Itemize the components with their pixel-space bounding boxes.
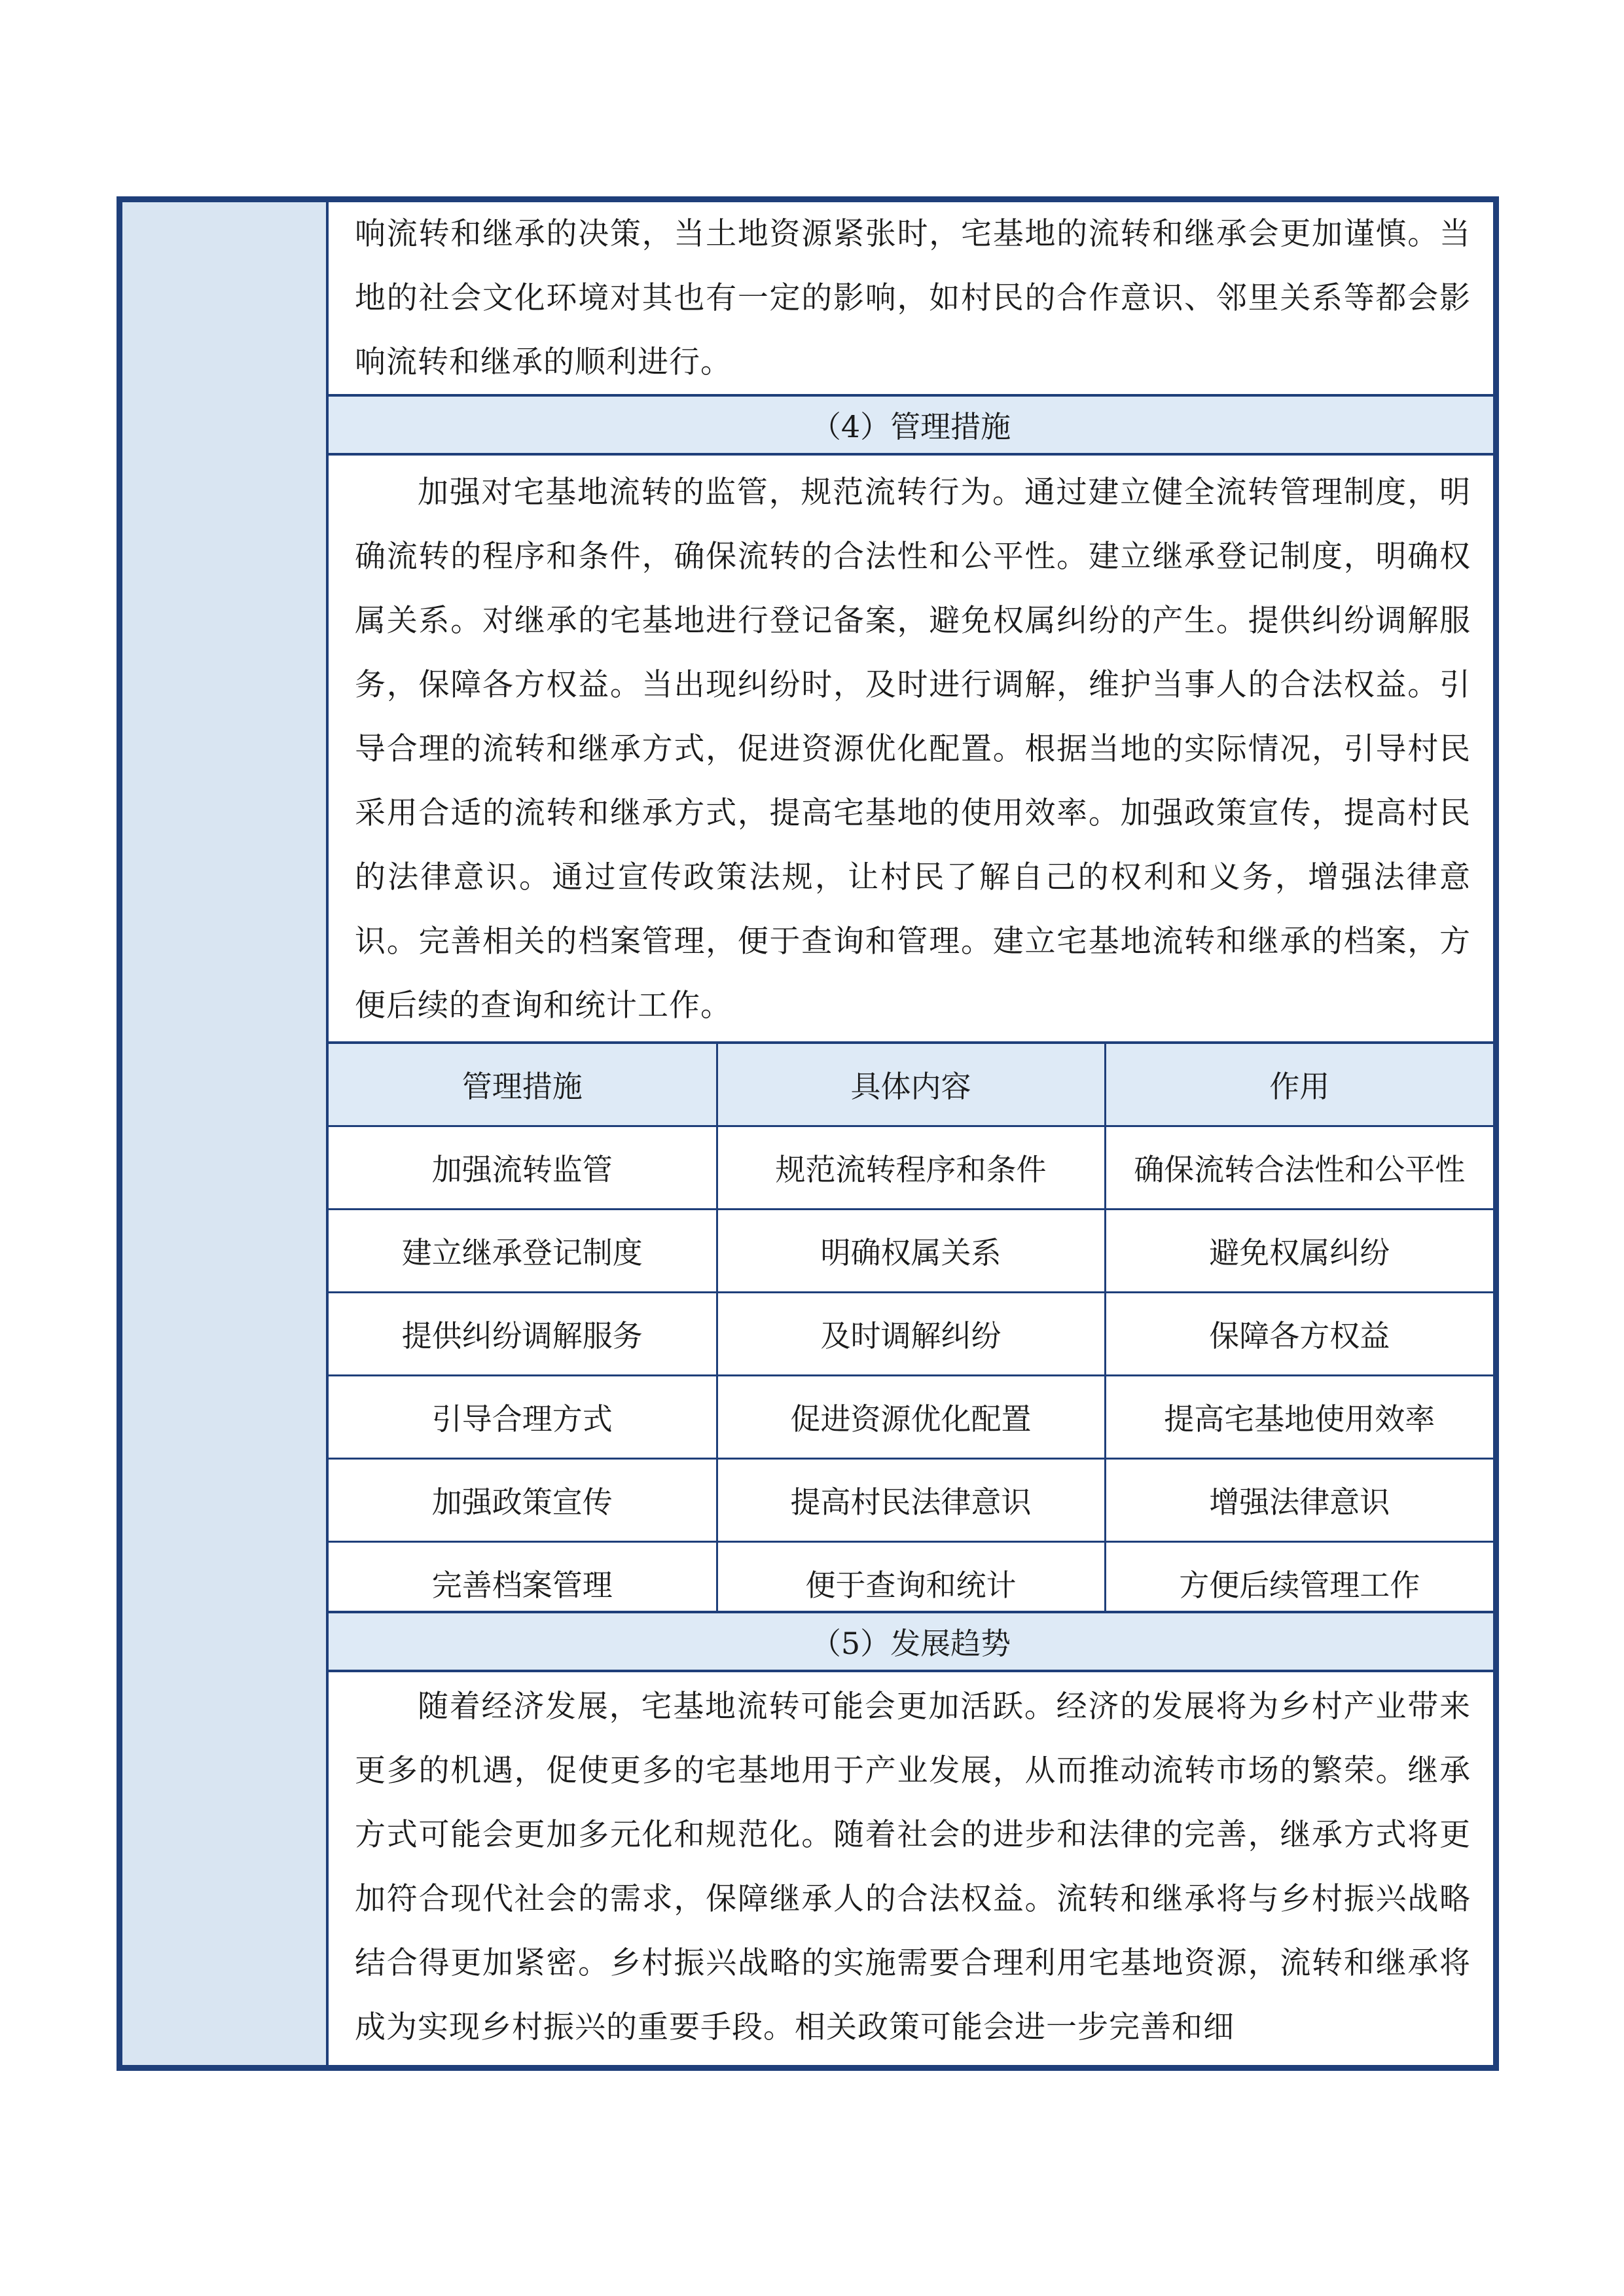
document-frame (117, 196, 1499, 2071)
section-4-heading: （4）管理措施 (329, 394, 1493, 456)
table-row (329, 1293, 1493, 1376)
table-cell: 明确权属关系 (717, 1210, 1105, 1293)
table-row (329, 1126, 1493, 1210)
section-5-paragraph: 随着经济发展，宅基地流转可能会更加活跃。经济的发展将为乡村产业带来更多的机遇，促使更多的宅基地用于产业发展，从而推动流转市场的繁荣。继承方式可能会更加多元化和规范化。随着社会的进步和法律的完善，继承方式将更加符合现代社会的需求，保障继承人的合法权益。流转和继承将与乡村振兴战略结合得更加紧密。乡村振兴战略的实施需要合理利用宅基地资源，流转和继承将成为实现乡村振兴的重要手段。相关政策可能会进一步完善和细 (355, 1689, 1471, 2045)
table-row (329, 1376, 1493, 1459)
table-cell: 加强政策宣传 (329, 1459, 717, 1542)
table-row (329, 1459, 1493, 1542)
table-header-cell: 管理措施 (329, 1043, 717, 1126)
table-cell: 及时调解纠纷 (717, 1293, 1105, 1376)
table-cell: 提高宅基地使用效率 (1105, 1376, 1493, 1459)
table-header-cell: 作用 (1105, 1043, 1493, 1126)
table-cell: 增强法律意识 (1105, 1459, 1493, 1542)
left-label-column (122, 202, 329, 2065)
continuation-paragraph: 响流转和继承的决策，当土地资源紧张时，宅基地的流转和继承会更加谨慎。当地的社会文化环境对其也有一定的影响，如村民的合作意识、邻里关系等都会影响流转和继承的顺利进行。 (355, 216, 1471, 380)
table-cell: 完善档案管理 (329, 1542, 717, 1625)
management-measures-table (329, 1041, 1493, 1626)
table-cell: 规范流转程序和条件 (717, 1126, 1105, 1210)
section-4-paragraph: 加强对宅基地流转的监管，规范流转行为。通过建立健全流转管理制度，明确流转的程序和条件，确保流转的合法性和公平性。建立继承登记制度，明确权属关系。对继承的宅基地进行登记备案，避免权属纠纷的产生。提供纠纷调解服务，保障各方权益。当出现纠纷时，及时进行调解，维护当事人的合法权益。引导合理的流转和继承方式，促进资源优化配置。根据当地的实际情况，引导村民采用合适的流转和继承方式，提高宅基地的使用效率。加强政策宣传，提高村民的法律意识。通过宣传政策法规，让村民了解自己的权利和义务，增强法律意识。完善相关的档案管理，便于查询和管理。建立宅基地流转和继承的档案，方便后续的查询和统计工作。 (355, 475, 1471, 1024)
table-cell: 保障各方权益 (1105, 1293, 1493, 1376)
table-cell: 建立继承登记制度 (329, 1210, 717, 1293)
table-header-row (329, 1043, 1493, 1126)
table-cell: 提供纠纷调解服务 (329, 1293, 717, 1376)
table-cell: 引导合理方式 (329, 1376, 717, 1459)
table-cell: 确保流转合法性和公平性 (1105, 1126, 1493, 1210)
table-row (329, 1210, 1493, 1293)
table-cell: 促进资源优化配置 (717, 1376, 1105, 1459)
table-cell: 方便后续管理工作 (1105, 1542, 1493, 1625)
table-header-cell: 具体内容 (717, 1043, 1105, 1126)
table-cell: 便于查询和统计 (717, 1542, 1105, 1625)
table-cell: 避免权属纠纷 (1105, 1210, 1493, 1293)
table-cell: 提高村民法律意识 (717, 1459, 1105, 1542)
section-5-heading: （5）发展趋势 (329, 1611, 1493, 1672)
table-cell: 加强流转监管 (329, 1126, 717, 1210)
content-column (329, 202, 1493, 2065)
